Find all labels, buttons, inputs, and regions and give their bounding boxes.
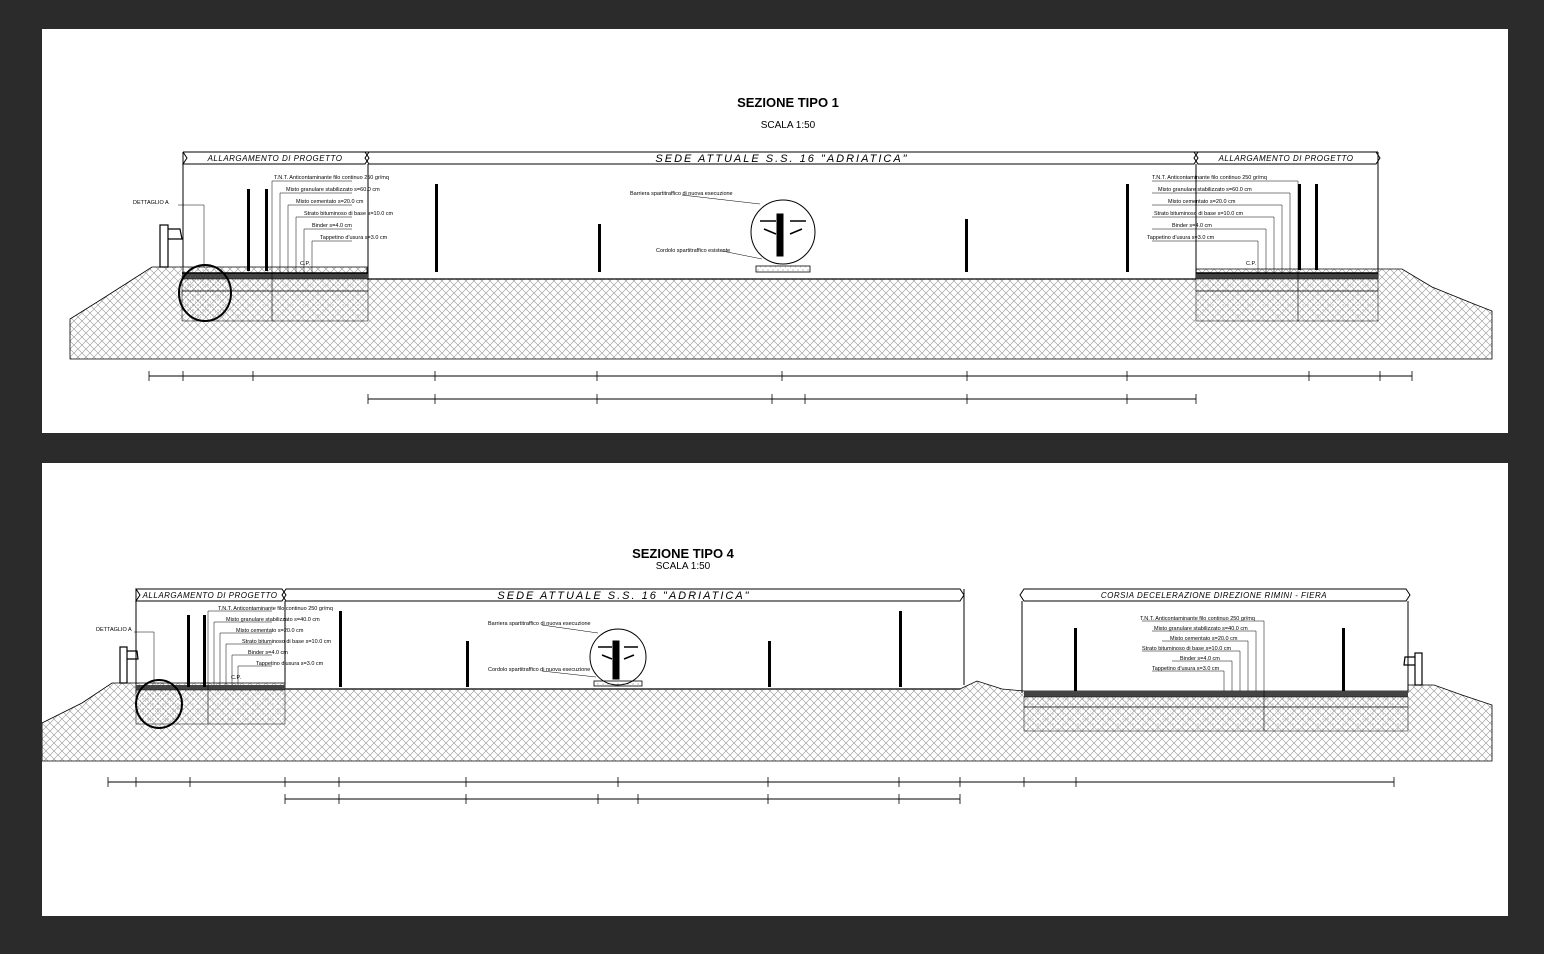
layer-label: Binder s=4.0 cm <box>1180 656 1220 662</box>
layer-label: Strato bituminoso di base s=10.0 cm <box>1142 646 1232 652</box>
layer-label: Strato bituminoso di base s=10.0 cm <box>304 211 394 217</box>
layer-label: Tappetino d'usura s=3.0 cm <box>1147 235 1215 241</box>
layer-label: T.N.T. Anticontaminante filo continuo 250 gr/mq <box>1152 175 1267 181</box>
layer-label: Misto granulare stabilizzato s=60.0 cm <box>1158 187 1252 193</box>
barrier-existing-label: Cordolo spartitraffico di nuova esecuzione <box>488 667 591 673</box>
layer-label: T.N.T. Anticontaminante filo continuo 250 gr/mq <box>1140 616 1255 622</box>
layer-label: Binder s=4.0 cm <box>1172 223 1212 229</box>
cp-label: C.P. <box>1246 261 1256 267</box>
cp-label: C.P. <box>300 261 310 267</box>
layer-label: Tappetino d'usura s=3.0 cm <box>256 661 324 667</box>
detail-label: DETTAGLIO A <box>96 627 132 633</box>
median-barrier <box>542 625 646 686</box>
layer-label: Misto cementato s=20.0 cm <box>1168 199 1236 205</box>
guardrail-post-right <box>1404 653 1422 685</box>
layer-label: Binder s=4.0 cm <box>312 223 352 229</box>
layer-label: Tappetino d'usura s=3.0 cm <box>1152 666 1220 672</box>
layer-label: Misto granulare stabilizzato s=40.0 cm <box>226 617 320 623</box>
section-1-sheet <box>42 29 1508 433</box>
layer-label: Misto cementato s=20.0 cm <box>296 199 364 205</box>
barrier-existing-label: Cordolo spartitraffico esistente <box>656 248 731 254</box>
band-center-label: SEDE ATTUALE S.S. 16 "ADRIATICA" <box>655 153 909 165</box>
layer-label: T.N.T. Anticontaminante filo continuo 250 gr/mq <box>218 606 333 612</box>
section-4-drawing <box>42 463 1508 916</box>
layer-label: Misto granulare stabilizzato s=40.0 cm <box>1154 626 1248 632</box>
band-right-label: CORSIA DECELERAZIONE DIREZIONE RIMINI - FIERA <box>1100 591 1328 600</box>
median-barrier <box>682 195 815 272</box>
barrier-new-label: Barriera spartitraffico di nuova esecuzione <box>630 191 733 197</box>
dimension-lines <box>149 371 1412 404</box>
barrier-new-label: Barriera spartitraffico di nuova esecuzione <box>488 621 591 627</box>
guardrail-post-left <box>120 647 138 683</box>
left-pavement <box>179 265 368 321</box>
layer-label: Misto cementato s=20.0 cm <box>1170 636 1238 642</box>
layer-label: Tappetino d'usura s=3.0 cm <box>320 235 388 241</box>
section-1-drawing <box>42 29 1508 433</box>
layer-label: Misto granulare stabilizzato s=60.0 cm <box>286 187 380 193</box>
band-center-label: SEDE ATTUALE S.S. 16 "ADRIATICA" <box>497 590 751 602</box>
layer-label: Binder s=4.0 cm <box>248 650 288 656</box>
section-4-sheet <box>42 463 1508 916</box>
layer-label: Strato bituminoso di base s=10.0 cm <box>242 639 332 645</box>
cp-label: C.P. <box>231 675 241 681</box>
layer-label: Strato bituminoso di base s=10.0 cm <box>1154 211 1244 217</box>
section-scale: SCALA 1:50 <box>655 561 711 572</box>
band-right-label: ALLARGAMENTO DI PROGETTO <box>1218 154 1354 163</box>
section-scale: SCALA 1:50 <box>760 120 816 131</box>
left-pavement <box>136 680 285 728</box>
right-pavement <box>1196 273 1378 321</box>
layer-label: Misto cementato s=20.0 cm <box>236 628 304 634</box>
section-title: SEZIONE TIPO 1 <box>737 95 839 110</box>
right-pavement <box>1024 691 1408 731</box>
layer-label: T.N.T. Anticontaminante filo continuo 250 gr/mq <box>274 175 389 181</box>
guardrail-post-left <box>160 225 182 267</box>
dimension-lines <box>108 777 1394 804</box>
detail-label: DETTAGLIO A <box>133 200 169 206</box>
band-left-label: ALLARGAMENTO DI PROGETTO <box>207 154 343 163</box>
section-title: SEZIONE TIPO 4 <box>632 546 734 561</box>
band-left-label: ALLARGAMENTO DI PROGETTO <box>142 591 278 600</box>
